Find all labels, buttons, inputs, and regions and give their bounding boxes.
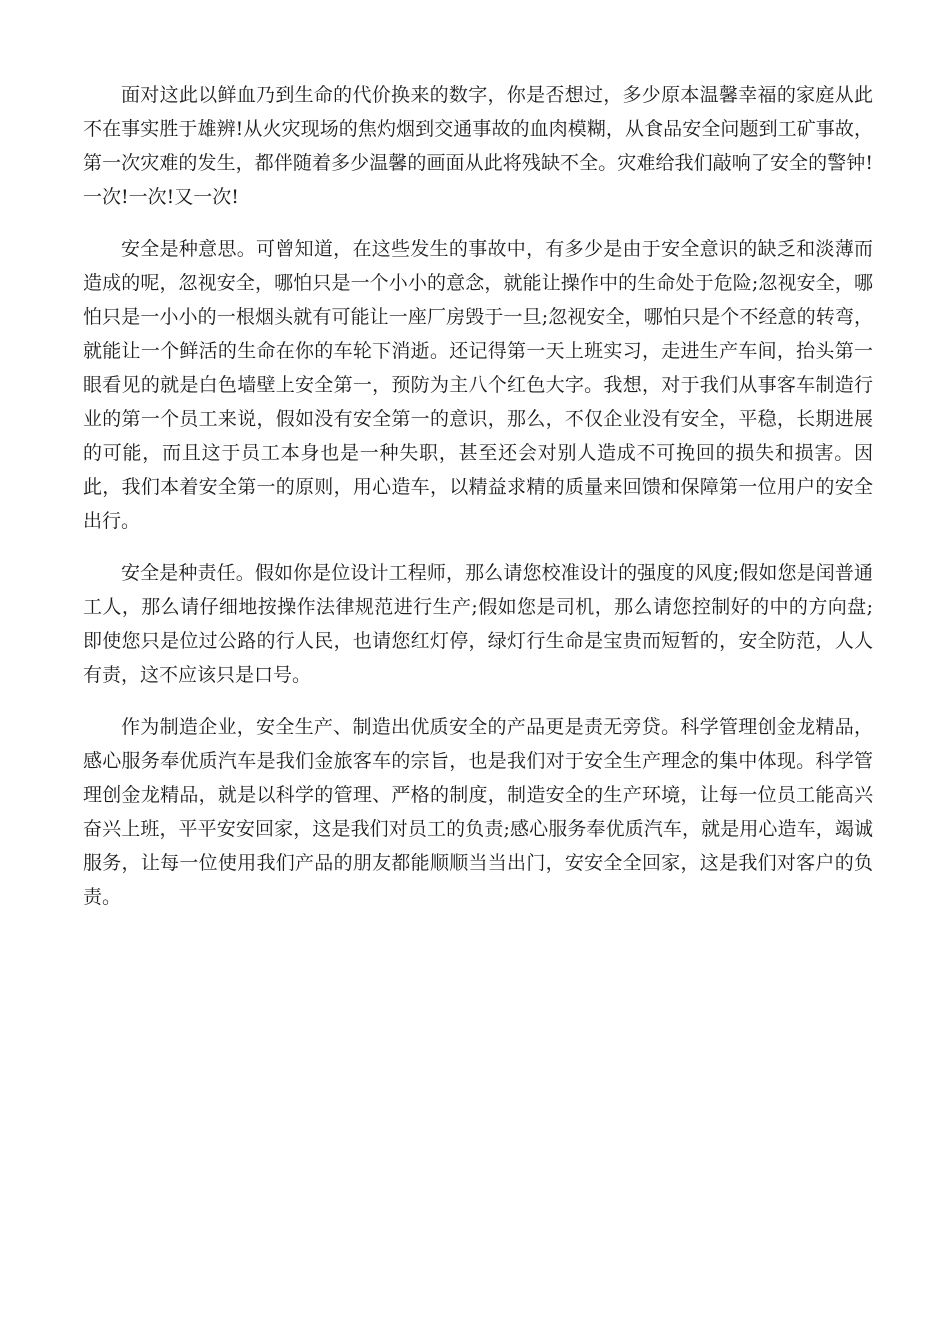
paragraph-safety-responsibility: 安全是种责任。假如你是位设计工程师，那么请您校准设计的强度的风度;假如您是闰普通工人，那么请仔细地按操作法律规范进行生产;假如您是司机，那么请您控制好的中的方向盘;即使您只是位过公路的行人民，也请您红灯停，绿灯行生命是宝贵而短暂的，安全防范，人人有责，这不应该只是口号。	[83, 562, 873, 686]
document-page	[83, 78, 873, 932]
paragraph-disaster-warning: 面对这此以鲜血乃到生命的代价换来的数字，你是否想过，多少原本温馨幸福的家庭从此不在事实胜于雄辨!从火灾现场的焦灼烟到交通事故的血肉模糊，从食品安全问题到工矿事故，第一次灾难的发生，都伴随着多少温馨的画面从此将残缺不全。灾难给我们敲响了安全的警钟!一次!一次!又一次!	[83, 84, 873, 208]
paragraph-manufacturing-enterprise: 作为制造企业，安全生产、制造出优质安全的产品更是责无旁贷。科学管理创金龙精品，感心服务奉优质汽车是我们金旅客车的宗旨，也是我们对于安全生产理念的集中体现。科学管理创金龙精品，就是以科学的管理、严格的制度，制造安全的生产环境，让每一位员工能高兴奋兴上班，平平安安回家，这是我们对员工的负责;感心服务奉优质汽车，就是用心造车，竭诚服务，让每一位使用我们产品的朋友都能顺顺当当出门，安安全全回家，这是我们对客户的负责。	[83, 716, 873, 908]
paragraph-safety-awareness: 安全是种意思。可曾知道，在这些发生的事故中，有多少是由于安全意识的缺乏和淡薄而造成的呢，忽视安全，哪怕只是一个小小的意念，就能让操作中的生命处于危险;忽视安全，哪怕只是一小小的一根烟头就有可能让一座厂房毁于一旦;忽视安全，哪怕只是个不经意的转弯，就能让一个鲜活的生命在你的车轮下消逝。还记得第一天上班实习，走进生产车间，抬头第一眼看见的就是白色墙壁上安全第一，预防为主八个红色大字。我想，对于我们从事客车制造行业的第一个员工来说，假如没有安全第一的意识，那么，不仅企业没有安全，平稳，长期进展的可能，而且这于员工本身也是一种失职，甚至还会对别人造成不可挽回的损失和损害。因此，我们本着安全第一的原则，用心造车，以精益求精的质量来回馈和保障第一位用户的安全出行。	[83, 238, 873, 532]
